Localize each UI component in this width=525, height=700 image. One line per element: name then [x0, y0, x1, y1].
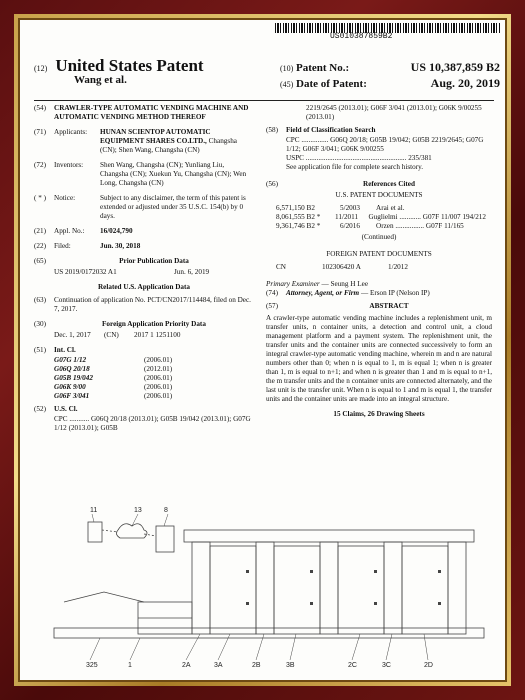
code-45: (45)	[280, 80, 294, 89]
drawing-label-top-2: 8	[164, 507, 168, 514]
foreign-doc-date: 1/2012	[388, 263, 408, 271]
right-column	[266, 104, 492, 423]
code-58: (58)	[266, 126, 278, 134]
reference-row	[276, 213, 492, 222]
int-cl-code: G06K 9/00	[54, 383, 86, 391]
left-column	[34, 104, 254, 433]
int-cl-date: (2006.01)	[144, 374, 173, 382]
foreign-priority-heading: Foreign Application Priority Data	[102, 320, 206, 328]
entry-74	[266, 289, 492, 298]
foreign-doc-number: 102306420 A	[322, 263, 361, 271]
int-cl-heading: Int. Cl.	[54, 346, 76, 354]
code-51: (51)	[34, 346, 46, 354]
inventors-text: Shen Wang, Changsha (CN); Yunliang Liu, Changsha (CN); Xuekun Yu, Changsha (CN); Wen Long, Changsha (CN)	[100, 161, 247, 187]
code-72: (72)	[34, 161, 46, 169]
inventors-label: Inventors:	[54, 161, 84, 169]
foreign-priority-country: (CN)	[104, 331, 119, 339]
code-63: (63)	[34, 296, 46, 304]
entry-72	[34, 161, 254, 188]
int-cl-date: (2006.01)	[144, 356, 173, 364]
code-54: (54)	[34, 104, 46, 112]
patent-title: United States Patent	[55, 56, 204, 75]
code-21: (21)	[34, 227, 46, 235]
references-heading: References Cited	[363, 180, 415, 188]
reference-number: 8,061,555 B2 *	[276, 213, 321, 221]
drawing-label-bottom-0: 325	[86, 662, 98, 669]
drawing-label-bottom-2: 2A	[182, 662, 191, 669]
appl-no: 16/024,790	[100, 227, 133, 235]
int-cl-date: (2012.01)	[144, 365, 173, 373]
reference-row	[276, 222, 492, 231]
code-12: (12)	[34, 64, 48, 73]
reference-name: Arai et al.	[376, 204, 405, 212]
drawing-label-bottom-6: 2C	[348, 662, 357, 669]
entry-63	[34, 296, 254, 314]
payment-terminal-icon	[156, 526, 174, 552]
int-cl-date: (2006.01)	[144, 392, 173, 400]
related-heading: Related U.S. Application Data	[97, 283, 191, 291]
continuation-text: Continuation of application No. PCT/CN2017/114484, filed on Dec. 7, 2017.	[54, 296, 251, 313]
drawing-label-bottom-1: 1	[128, 662, 132, 669]
prior-pub-number: US 2019/0172032 A1	[54, 268, 117, 276]
int-cl-row	[34, 356, 254, 365]
header-rule	[34, 100, 494, 101]
entry-54	[34, 104, 254, 122]
reference-name: Orzen ................ G07F 11/165	[376, 222, 464, 230]
int-cl-row	[34, 374, 254, 383]
int-cl-code: G06Q 20/18	[54, 365, 90, 373]
drawing-label-bottom-3: 3A	[214, 662, 223, 669]
appl-no-label: Appl. No.:	[54, 227, 85, 235]
us-cl-cpc: CPC ........... G06Q 20/18 (2013.01); G05B 19/042 (2013.01); G07G 1/12 (2013.01); G05B	[54, 415, 251, 432]
entry-57	[266, 302, 492, 311]
code-notice: ( * )	[34, 194, 46, 202]
patent-document	[20, 20, 505, 680]
drawing-label-bottom-8: 2D	[424, 662, 433, 669]
abstract-heading: ABSTRACT	[369, 302, 409, 310]
reference-number: 9,361,746 B2 *	[276, 222, 321, 230]
patent-no-label: Patent No.:	[296, 62, 350, 74]
filed-date: Jun. 30, 2018	[100, 242, 141, 250]
applicants-label: Applicants:	[54, 128, 88, 136]
int-cl-date: (2006.01)	[144, 383, 173, 391]
abstract-text: A crawler-type automatic vending machine includes a replenishment unit, m transfer units, n container units, a detection and control unit, a cloud management platform and a payment system. The replenishment unit, the transfer units and the container units are connected successively to form an integral crawler-type automatic vending machine, wherein m and n are natural numbers other than 0; when n is equal to 1, m is equal 1; when n is greater than 1, m is equal to n+1; and when n is greater than 1 and m is equal to n+1, the m transfer units and the n container units are connected alternately, and the last unit is the transfer unit. When n is equal to 1 and m is equal 1, the transfer units and the container units are made into an integral structure.	[266, 314, 492, 403]
reference-list	[266, 204, 492, 231]
invention-title: CRAWLER-TYPE AUTOMATIC VENDING MACHINE AND AUTOMATIC VENDING METHOD THEREOF	[54, 104, 249, 121]
patent-header-right	[280, 60, 500, 92]
foreign-priority-date: Dec. 1, 2017	[54, 331, 91, 339]
entry-30	[34, 320, 254, 329]
foreign-priority-row	[34, 331, 254, 340]
patent-drawing	[30, 482, 495, 677]
drawing-label-bottom-7: 3C	[382, 662, 391, 669]
int-cl-code: G07G 1/12	[54, 356, 87, 364]
code-56: (56)	[266, 180, 278, 188]
date-label: Date of Patent:	[296, 78, 367, 90]
prior-pub-row	[34, 268, 254, 277]
patent-header-left	[34, 56, 204, 86]
drawing-label-top-1: 13	[134, 507, 142, 514]
field-search-heading: Field of Classification Search	[286, 126, 376, 134]
foreign-doc-row	[266, 263, 492, 272]
us-cl-heading: U.S. Cl.	[54, 405, 78, 413]
entry-52	[34, 405, 254, 414]
claims-summary: 15 Claims, 26 Drawing Sheets	[333, 410, 425, 418]
notice-text: Subject to any disclaimer, the term of this patent is extended or adjusted under 35 U.S.C. 154(b) by 0 days.	[100, 194, 246, 220]
code-22: (22)	[34, 242, 46, 250]
code-10: (10)	[280, 64, 294, 73]
attorney-label: Attorney, Agent, or Firm	[286, 289, 360, 297]
cloud-icon	[116, 524, 147, 538]
reference-name: Guglielmi ............ G07F 11/007 194/212	[368, 213, 486, 221]
drawing-label-top-0: 11	[90, 507, 98, 514]
reference-date: 6/2016	[340, 222, 360, 230]
int-cl-code: G05B 19/042	[54, 374, 93, 382]
field-search-uspc: USPC ........................................................ 235/381	[286, 154, 432, 162]
notice-label: Notice:	[54, 194, 76, 202]
prior-pub-heading: Prior Publication Data	[119, 257, 189, 265]
reference-row	[276, 204, 492, 213]
patent-number: US 10,387,859 B2	[410, 60, 500, 74]
examiner-label: Primary Examiner	[266, 280, 320, 288]
prior-pub-date: Jun. 6, 2019	[174, 268, 210, 276]
field-search-cpc: CPC ............... G06Q 20/18; G05B 19/042; G05B 2219/2645; G07G 1/12; G06F 3/041; G06K 9/00255	[286, 136, 484, 153]
examiner-name: — Seung H Lee	[321, 280, 369, 288]
field-search-note: See application file for complete search history.	[286, 163, 424, 171]
code-74: (74)	[266, 289, 278, 297]
foreign-doc-country: CN	[276, 263, 286, 271]
inventors-short: Wang et al.	[74, 74, 127, 86]
reference-date: 5/2003	[340, 204, 360, 212]
entry-21	[34, 227, 254, 236]
barcode-number: US010387859B2	[330, 32, 393, 41]
foreign-priority-number: 2017 1 1251100	[134, 331, 181, 339]
reference-number: 6,571,150 B2	[276, 204, 315, 212]
int-cl-row	[34, 383, 254, 392]
continued-label: (Continued)	[361, 233, 397, 241]
code-71: (71)	[34, 128, 46, 136]
int-cl-row	[34, 365, 254, 374]
patent-date: Aug. 20, 2019	[430, 76, 500, 90]
entry-65	[34, 257, 254, 266]
int-cl-list	[34, 356, 254, 401]
entry-51	[34, 346, 254, 355]
reference-date: 11/2011	[335, 213, 359, 221]
applicant-company: HUNAN SCIENTOP AUTOMATIC EQUIPMENT SHARES CO.LTD.,	[100, 128, 211, 145]
foreign-docs-heading: FOREIGN PATENT DOCUMENTS	[326, 250, 432, 258]
examiner-line	[266, 280, 492, 289]
applicants-text: Changsha (CN); Shen Wang, Changsha (CN)	[100, 137, 237, 154]
entry-notice	[34, 194, 254, 221]
code-65: (65)	[34, 257, 46, 265]
entry-71	[34, 128, 254, 155]
entry-22	[34, 242, 254, 251]
drawing-label-bottom-5: 3B	[286, 662, 295, 669]
us-patent-docs-heading: U.S. PATENT DOCUMENTS	[335, 191, 423, 199]
attorney-name: — Erson IP (Nelson IP)	[360, 289, 430, 297]
phone-icon	[88, 522, 102, 542]
us-cl-continued: 2219/2645 (2013.01); G06F 3/041 (2013.01); G06K 9/00255 (2013.01)	[306, 104, 482, 121]
code-52: (52)	[34, 405, 46, 413]
drawing-label-bottom-4: 2B	[252, 662, 261, 669]
code-30: (30)	[34, 320, 46, 328]
entry-58	[266, 126, 492, 135]
int-cl-row	[34, 392, 254, 401]
entry-56	[266, 180, 492, 189]
int-cl-code: G06F 3/041	[54, 392, 90, 400]
code-57: (57)	[266, 302, 278, 310]
filed-label: Filed:	[54, 242, 71, 250]
